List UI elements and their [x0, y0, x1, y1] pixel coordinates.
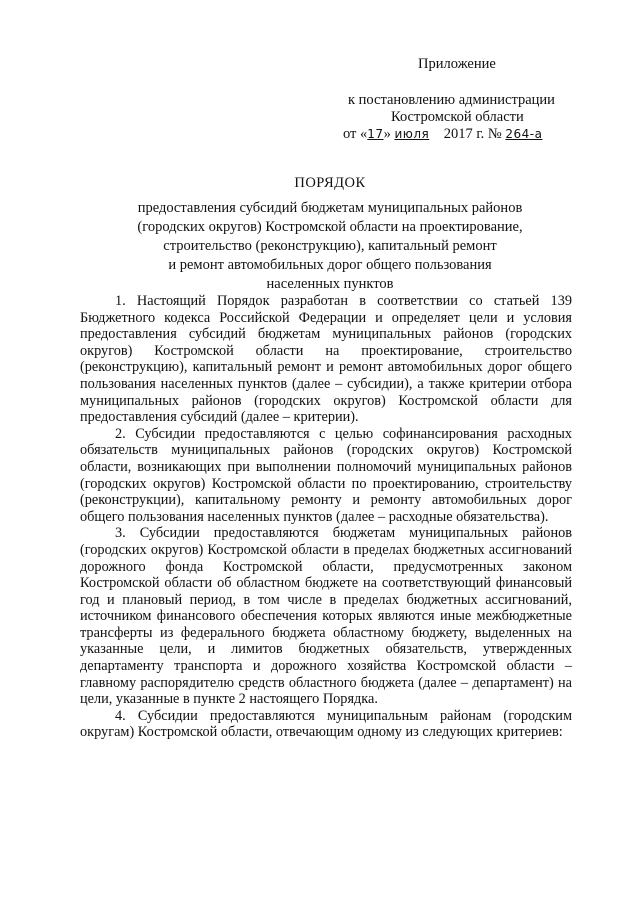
- title-line: населенных пунктов: [266, 276, 394, 292]
- date-month: июля: [394, 127, 430, 141]
- paragraph-4: 4. Субсидии предоставляются муниципальным районам (городским округам) Костромской области, отвечающим одному из следующих критериев:: [80, 707, 572, 741]
- paragraph-2: 2. Субсидии предоставляются с целью софинансирования расходных обязательств муниципальных районов (городских округов) Костромской области, возникающих при выполнении полномочий муниципальных районов (городских округов) Костромской области по проектированию, строительству (реконструкции), капитальному ремонту и ремонту автомобильных дорог общего пользования населенных пунктов (далее – расходные обязательства).: [80, 425, 572, 525]
- title-line: предоставления субсидий бюджетам муниципальных районов: [137, 200, 523, 216]
- document-title: [80, 174, 580, 294]
- title-heading: ПОРЯДОК: [294, 175, 366, 191]
- date-prefix: от «: [343, 126, 368, 142]
- document-body: [80, 293, 572, 741]
- appendix-label: Приложение: [418, 56, 496, 72]
- resolution-reference: к постановлению администрации: [348, 92, 555, 108]
- paragraph-1: 1. Настоящий Порядок разработан в соответствии со статьей 139 Бюджетного кодекса Российской Федерации и определяет цели и условия предоставления субсидий бюджетам муниципальных районов (городских округов) Костромской области на проектирование, строительство (реконструкцию), капитальный ремонт и ремонт автомобильных дорог общего пользования населенных пунктов (далее – субсидии), а также критерии отбора муниципальных районов (городских округов) Костромской области для предоставления субсидий (далее – критерии).: [80, 293, 572, 426]
- title-line: (городских округов) Костромской области на проектирование,: [137, 219, 523, 235]
- resolution-date-line: [343, 126, 542, 143]
- paragraph-3: 3. Субсидии предоставляются бюджетам муниципальных районов (городских округов) Костромской области в пределах бюджетных ассигнований дорожного фонда Костромской области, предусмотренных законом Костромской области об областном бюджете на соответствующий финансовый год и плановый период, в том числе в пределах бюджетных ассигнований, источником финансового обеспечения которых являются иные межбюджетные трансферты из федерального бюджета областному бюджету, выделенных на указанные цели, и лимитов бюджетных обязательств, утвержденных департаменту транспорта и дорожного хозяйства Костромской области – главному распорядителю средств областного бюджета (далее – департамент) на цели, указанные в пункте 2 настоящего Порядка.: [80, 525, 572, 708]
- date-mid: »: [383, 126, 391, 142]
- resolution-number: 264-а: [505, 127, 543, 141]
- title-line: строительство (реконструкцию), капитальный ремонт: [163, 238, 497, 254]
- date-day: 17: [367, 127, 384, 141]
- region-name: Костромской области: [391, 109, 524, 125]
- date-year: 2017 г. №: [443, 126, 502, 142]
- title-line: и ремонт автомобильных дорог общего пользования: [168, 257, 492, 273]
